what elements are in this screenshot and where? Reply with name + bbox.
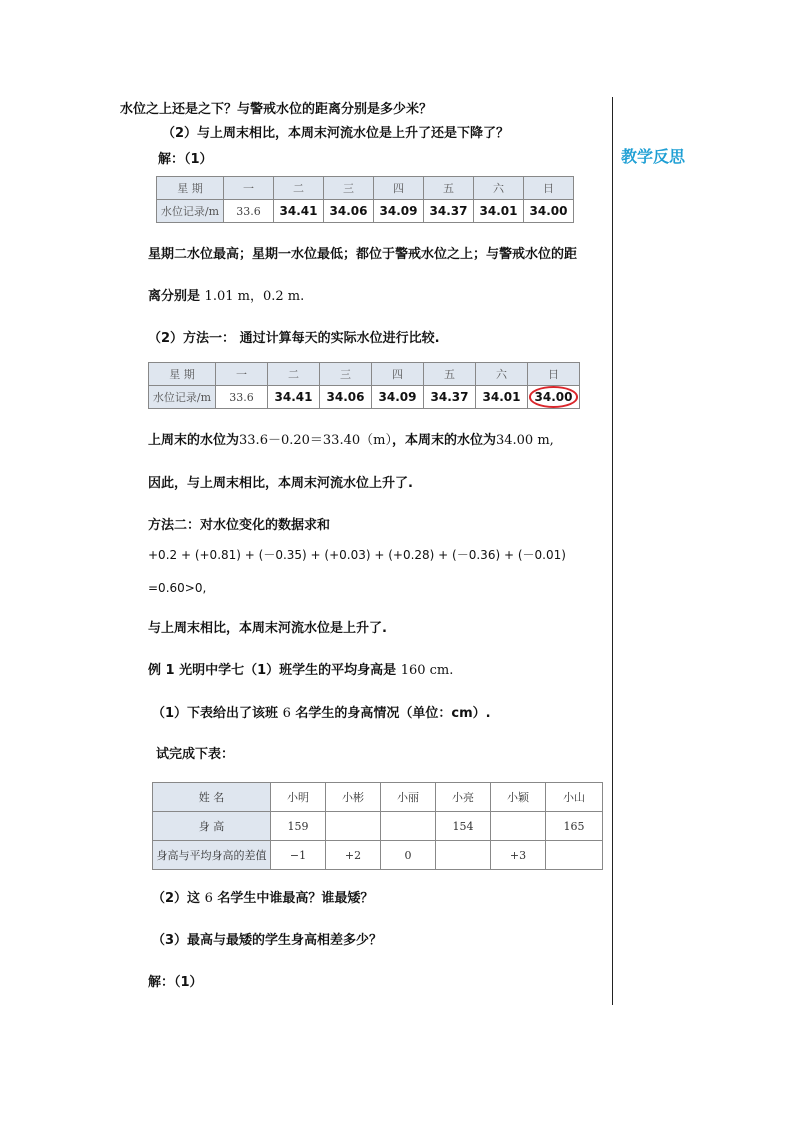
teaching-reflection-title: 教学反思 bbox=[621, 147, 686, 166]
circled-value: 34.00 bbox=[529, 386, 579, 408]
table-row bbox=[153, 841, 603, 870]
table-cell bbox=[381, 812, 436, 841]
table-cell: 二 bbox=[274, 177, 324, 200]
table-cell: 34.37 bbox=[424, 386, 476, 409]
height-table bbox=[152, 782, 603, 870]
table-cell: 0 bbox=[381, 841, 436, 870]
part-3-line: （3）最高与最矮的学生身高相差多少？ bbox=[152, 933, 383, 948]
table-cell bbox=[546, 841, 603, 870]
table-cell: 34.01 bbox=[474, 200, 524, 223]
table-cell: 五 bbox=[424, 177, 474, 200]
table-cell: 159 bbox=[271, 812, 326, 841]
table-cell: 四 bbox=[372, 363, 424, 386]
table-cell: 33.6 bbox=[216, 386, 268, 409]
table-cell bbox=[491, 812, 546, 841]
table-cell bbox=[326, 812, 381, 841]
table-cell: 165 bbox=[546, 812, 603, 841]
table-cell: 二 bbox=[268, 363, 320, 386]
solution-label-1: 解：（1） bbox=[158, 152, 213, 167]
table-cell: 34.41 bbox=[274, 200, 324, 223]
table-cell: 姓 名 bbox=[153, 783, 271, 812]
table-row bbox=[157, 177, 574, 200]
table-cell: 身高与平均身高的差值 bbox=[153, 841, 271, 870]
sum-expression: +0.2 + (+0.81) + (－0.35) + (+0.03) + (+0.28) + (－0.36) + (－0.01) bbox=[148, 548, 566, 562]
method-one-text: 通过计算每天的实际水位进行比较. bbox=[239, 331, 440, 346]
table-cell: 小丽 bbox=[381, 783, 436, 812]
part-1-number: 6 bbox=[282, 706, 291, 721]
table-cell: 三 bbox=[324, 177, 374, 200]
table-cell: 34.06 bbox=[324, 200, 374, 223]
answer-line-2 bbox=[148, 288, 304, 306]
part-2-number: 6 bbox=[204, 891, 213, 906]
table-cell: 一 bbox=[224, 177, 274, 200]
table-cell: 三 bbox=[320, 363, 372, 386]
water-level-table-1 bbox=[156, 176, 574, 223]
table-cell: 34.00 bbox=[524, 200, 574, 223]
table-cell: 水位记录/m bbox=[149, 386, 216, 409]
table-cell: 日 bbox=[528, 363, 580, 386]
part-1-line bbox=[152, 705, 491, 723]
table-row bbox=[153, 812, 603, 841]
table-row bbox=[149, 386, 580, 409]
table-cell: 日 bbox=[524, 177, 574, 200]
question-line-1: 水位之上还是之下？与警戒水位的距离分别是多少米？ bbox=[120, 102, 433, 117]
calc-text-2: ，本周末的水位为 bbox=[391, 433, 496, 448]
sum-result: =0.60>0, bbox=[148, 581, 207, 595]
instruction-line: 试完成下表： bbox=[156, 747, 235, 762]
example-text: 例 1 光明中学七（1）班学生的平均身高是 bbox=[148, 663, 397, 678]
calc-formula: 33.6－0.20＝33.40（m） bbox=[239, 433, 392, 448]
calculation-line bbox=[148, 432, 554, 450]
column-divider bbox=[612, 97, 613, 1005]
table-cell: +3 bbox=[491, 841, 546, 870]
table-cell: 星 期 bbox=[149, 363, 216, 386]
water-level-table-2 bbox=[148, 362, 580, 409]
table-cell: 小亮 bbox=[436, 783, 491, 812]
question-2: （2）与上周末相比，本周末河流水位是上升了还是下降了？ bbox=[162, 126, 510, 141]
table-cell: 小山 bbox=[546, 783, 603, 812]
calc-text: 上周末的水位为 bbox=[148, 433, 240, 448]
table-cell: 一 bbox=[216, 363, 268, 386]
table-cell: 星 期 bbox=[157, 177, 224, 200]
part-2-line bbox=[152, 890, 373, 908]
solution-label-2: 解：（1） bbox=[148, 975, 203, 990]
method-one-line bbox=[148, 330, 440, 348]
table-cell: 34.37 bbox=[424, 200, 474, 223]
table-cell: −1 bbox=[271, 841, 326, 870]
answer-line-1: 星期二水位最高；星期一水位最低；都位于警戒水位之上；与警戒水位的距 bbox=[148, 247, 578, 262]
example-1-line bbox=[148, 662, 453, 680]
table-cell: 34.09 bbox=[374, 200, 424, 223]
answer-text: 离分别是 bbox=[148, 289, 201, 304]
part-1-text: （1）下表给出了该班 bbox=[152, 706, 279, 721]
table-cell: 身 高 bbox=[153, 812, 271, 841]
example-value: 160 cm. bbox=[400, 663, 454, 678]
table-cell: 四 bbox=[374, 177, 424, 200]
conclusion-line-2: 与上周末相比，本周末河流水位是上升了. bbox=[148, 621, 387, 636]
table-row bbox=[157, 200, 574, 223]
table-cell: 小颖 bbox=[491, 783, 546, 812]
table-cell: 小彬 bbox=[326, 783, 381, 812]
method-two-line: 方法二：对水位变化的数据求和 bbox=[148, 518, 331, 533]
table-cell: 小明 bbox=[271, 783, 326, 812]
table-cell: 34.41 bbox=[268, 386, 320, 409]
table-cell: +2 bbox=[326, 841, 381, 870]
table-cell: 33.6 bbox=[224, 200, 274, 223]
part-1-text-2: 名学生的身高情况（单位：cm）. bbox=[295, 706, 491, 721]
table-cell: 154 bbox=[436, 812, 491, 841]
table-cell bbox=[436, 841, 491, 870]
table-cell: 34.09 bbox=[372, 386, 424, 409]
method-one-label: （2）方法一： bbox=[148, 331, 236, 346]
table-cell bbox=[528, 386, 580, 409]
part-2-text-2: 名学生中谁最高？谁最矮？ bbox=[217, 891, 374, 906]
table-cell: 五 bbox=[424, 363, 476, 386]
conclusion-line-1: 因此，与上周末相比，本周末河流水位上升了. bbox=[148, 476, 413, 491]
table-cell: 水位记录/m bbox=[157, 200, 224, 223]
table-cell: 六 bbox=[476, 363, 528, 386]
answer-values: 1.01 m，0.2 m. bbox=[204, 289, 305, 304]
table-cell: 34.06 bbox=[320, 386, 372, 409]
calc-value: 34.00 m, bbox=[495, 433, 554, 448]
table-row bbox=[153, 783, 603, 812]
part-2-text: （2）这 bbox=[152, 891, 201, 906]
table-cell: 六 bbox=[474, 177, 524, 200]
table-row bbox=[149, 363, 580, 386]
table-cell: 34.01 bbox=[476, 386, 528, 409]
